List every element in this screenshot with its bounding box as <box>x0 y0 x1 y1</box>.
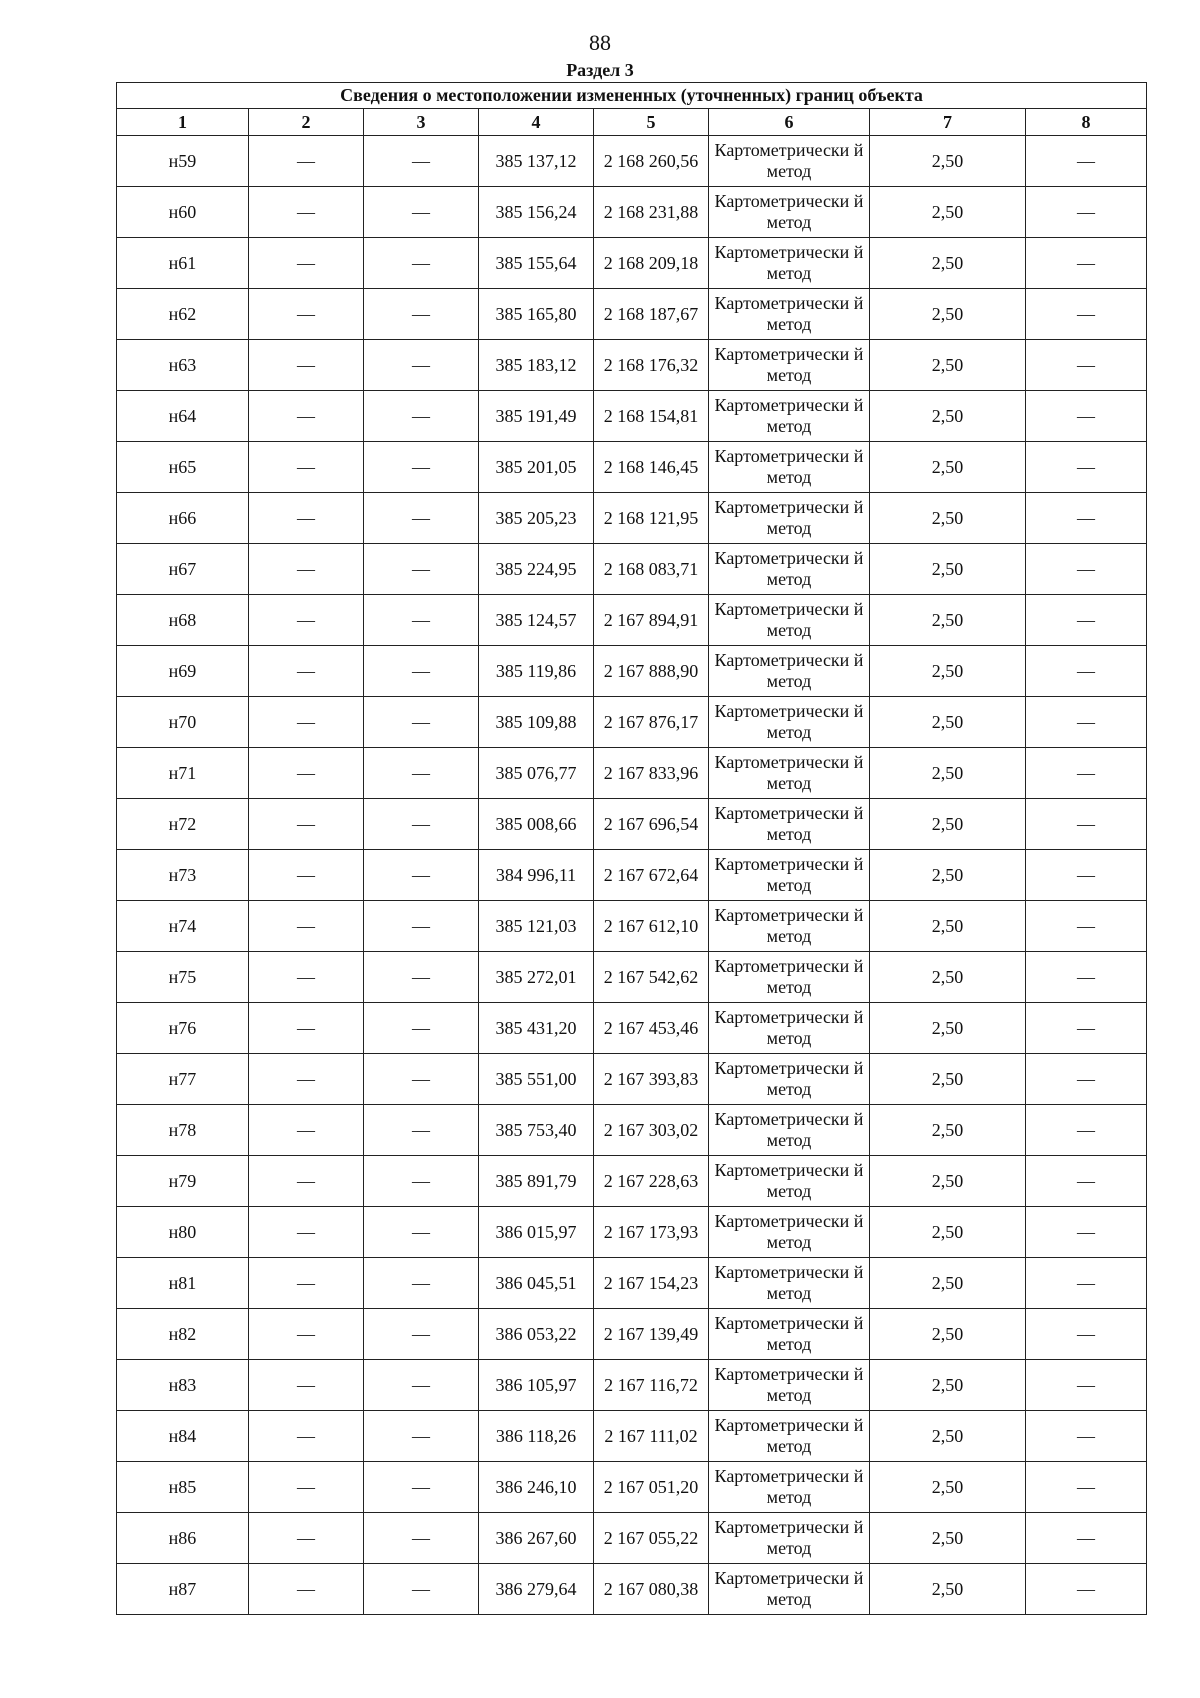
accuracy-cell: 2,50 <box>870 544 1026 595</box>
col8-cell: — <box>1026 1258 1147 1309</box>
accuracy-cell: 2,50 <box>870 1003 1026 1054</box>
y-coordinate-cell: 2 167 453,46 <box>594 1003 709 1054</box>
method-cell: Картометрически й метод <box>709 1258 870 1309</box>
col2-cell: — <box>249 799 364 850</box>
table-row <box>117 391 1147 442</box>
accuracy-cell: 2,50 <box>870 901 1026 952</box>
x-coordinate-cell: 386 267,60 <box>479 1513 594 1564</box>
table-row <box>117 1513 1147 1564</box>
col3-cell: — <box>364 1207 479 1258</box>
x-coordinate-cell: 385 205,23 <box>479 493 594 544</box>
point-name-cell: н62 <box>117 289 249 340</box>
col2-cell: — <box>249 901 364 952</box>
col8-cell: — <box>1026 340 1147 391</box>
col8-cell: — <box>1026 289 1147 340</box>
x-coordinate-cell: 386 045,51 <box>479 1258 594 1309</box>
col2-cell: — <box>249 391 364 442</box>
accuracy-cell: 2,50 <box>870 1105 1026 1156</box>
col2-cell: — <box>249 493 364 544</box>
x-coordinate-cell: 385 431,20 <box>479 1003 594 1054</box>
table-row <box>117 289 1147 340</box>
accuracy-cell: 2,50 <box>870 595 1026 646</box>
y-coordinate-cell: 2 167 393,83 <box>594 1054 709 1105</box>
col3-cell: — <box>364 748 479 799</box>
col3-cell: — <box>364 544 479 595</box>
x-coordinate-cell: 385 121,03 <box>479 901 594 952</box>
method-cell: Картометрически й метод <box>709 1462 870 1513</box>
col3-cell: — <box>364 1564 479 1615</box>
page-number: 88 <box>589 30 611 55</box>
y-coordinate-cell: 2 168 187,67 <box>594 289 709 340</box>
table-row <box>117 850 1147 901</box>
y-coordinate-cell: 2 167 080,38 <box>594 1564 709 1615</box>
method-cell: Картометрически й метод <box>709 289 870 340</box>
point-name-cell: н84 <box>117 1411 249 1462</box>
column-number: 6 <box>709 109 870 136</box>
method-cell: Картометрически й метод <box>709 1156 870 1207</box>
table-row <box>117 595 1147 646</box>
accuracy-cell: 2,50 <box>870 1258 1026 1309</box>
col8-cell: — <box>1026 595 1147 646</box>
method-cell: Картометрически й метод <box>709 1564 870 1615</box>
table-row <box>117 238 1147 289</box>
x-coordinate-cell: 386 246,10 <box>479 1462 594 1513</box>
col8-cell: — <box>1026 1462 1147 1513</box>
col2-cell: — <box>249 646 364 697</box>
x-coordinate-cell: 385 551,00 <box>479 1054 594 1105</box>
table-row <box>117 1207 1147 1258</box>
col8-cell: — <box>1026 1564 1147 1615</box>
y-coordinate-cell: 2 167 154,23 <box>594 1258 709 1309</box>
col8-cell: — <box>1026 952 1147 1003</box>
point-name-cell: н78 <box>117 1105 249 1156</box>
method-cell: Картометрически й метод <box>709 952 870 1003</box>
point-name-cell: н87 <box>117 1564 249 1615</box>
x-coordinate-cell: 386 279,64 <box>479 1564 594 1615</box>
y-coordinate-cell: 2 168 231,88 <box>594 187 709 238</box>
x-coordinate-cell: 384 996,11 <box>479 850 594 901</box>
col2-cell: — <box>249 289 364 340</box>
col3-cell: — <box>364 799 479 850</box>
col3-cell: — <box>364 340 479 391</box>
col8-cell: — <box>1026 1411 1147 1462</box>
col8-cell: — <box>1026 901 1147 952</box>
col3-cell: — <box>364 1054 479 1105</box>
col8-cell: — <box>1026 442 1147 493</box>
col2-cell: — <box>249 1309 364 1360</box>
method-cell: Картометрически й метод <box>709 646 870 697</box>
accuracy-cell: 2,50 <box>870 289 1026 340</box>
col8-cell: — <box>1026 1360 1147 1411</box>
col8-cell: — <box>1026 1207 1147 1258</box>
x-coordinate-cell: 385 156,24 <box>479 187 594 238</box>
col3-cell: — <box>364 1411 479 1462</box>
method-cell: Картометрически й метод <box>709 544 870 595</box>
col3-cell: — <box>364 289 479 340</box>
y-coordinate-cell: 2 167 055,22 <box>594 1513 709 1564</box>
x-coordinate-cell: 385 076,77 <box>479 748 594 799</box>
accuracy-cell: 2,50 <box>870 850 1026 901</box>
accuracy-cell: 2,50 <box>870 1411 1026 1462</box>
table-row <box>117 1564 1147 1615</box>
table-row <box>117 901 1147 952</box>
col8-cell: — <box>1026 799 1147 850</box>
point-name-cell: н67 <box>117 544 249 595</box>
col3-cell: — <box>364 1360 479 1411</box>
col2-cell: — <box>249 595 364 646</box>
y-coordinate-cell: 2 167 051,20 <box>594 1462 709 1513</box>
col8-cell: — <box>1026 1156 1147 1207</box>
y-coordinate-cell: 2 167 612,10 <box>594 901 709 952</box>
accuracy-cell: 2,50 <box>870 340 1026 391</box>
y-coordinate-cell: 2 167 696,54 <box>594 799 709 850</box>
point-name-cell: н76 <box>117 1003 249 1054</box>
y-coordinate-cell: 2 168 146,45 <box>594 442 709 493</box>
y-coordinate-cell: 2 167 111,02 <box>594 1411 709 1462</box>
y-coordinate-cell: 2 167 116,72 <box>594 1360 709 1411</box>
point-name-cell: н72 <box>117 799 249 850</box>
x-coordinate-cell: 385 891,79 <box>479 1156 594 1207</box>
column-number: 5 <box>594 109 709 136</box>
col3-cell: — <box>364 901 479 952</box>
method-cell: Картометрически й метод <box>709 799 870 850</box>
column-number: 3 <box>364 109 479 136</box>
col3-cell: — <box>364 952 479 1003</box>
method-cell: Картометрически й метод <box>709 1411 870 1462</box>
point-name-cell: н80 <box>117 1207 249 1258</box>
column-number: 4 <box>479 109 594 136</box>
x-coordinate-cell: 386 053,22 <box>479 1309 594 1360</box>
table-body <box>117 136 1147 1615</box>
y-coordinate-cell: 2 167 833,96 <box>594 748 709 799</box>
point-name-cell: н64 <box>117 391 249 442</box>
col2-cell: — <box>249 1003 364 1054</box>
point-name-cell: н77 <box>117 1054 249 1105</box>
table-row <box>117 1411 1147 1462</box>
table-row <box>117 1309 1147 1360</box>
y-coordinate-cell: 2 168 154,81 <box>594 391 709 442</box>
col8-cell: — <box>1026 697 1147 748</box>
section-title: Раздел 3 <box>566 60 634 80</box>
accuracy-cell: 2,50 <box>870 1207 1026 1258</box>
table-row <box>117 1360 1147 1411</box>
point-name-cell: н59 <box>117 136 249 187</box>
method-cell: Картометрически й метод <box>709 493 870 544</box>
column-number: 7 <box>870 109 1026 136</box>
col3-cell: — <box>364 1462 479 1513</box>
table-row <box>117 1105 1147 1156</box>
method-cell: Картометрически й метод <box>709 238 870 289</box>
col3-cell: — <box>364 1513 479 1564</box>
col2-cell: — <box>249 1207 364 1258</box>
x-coordinate-cell: 386 118,26 <box>479 1411 594 1462</box>
point-name-cell: н69 <box>117 646 249 697</box>
point-name-cell: н71 <box>117 748 249 799</box>
col8-cell: — <box>1026 238 1147 289</box>
accuracy-cell: 2,50 <box>870 136 1026 187</box>
accuracy-cell: 2,50 <box>870 1462 1026 1513</box>
col8-cell: — <box>1026 850 1147 901</box>
col8-cell: — <box>1026 544 1147 595</box>
y-coordinate-cell: 2 167 303,02 <box>594 1105 709 1156</box>
accuracy-cell: 2,50 <box>870 391 1026 442</box>
col2-cell: — <box>249 1513 364 1564</box>
method-cell: Картометрически й метод <box>709 391 870 442</box>
col2-cell: — <box>249 850 364 901</box>
col3-cell: — <box>364 697 479 748</box>
accuracy-cell: 2,50 <box>870 799 1026 850</box>
method-cell: Картометрически й метод <box>709 1054 870 1105</box>
table-row <box>117 187 1147 238</box>
point-name-cell: н73 <box>117 850 249 901</box>
method-cell: Картометрически й метод <box>709 187 870 238</box>
table-row <box>117 340 1147 391</box>
point-name-cell: н70 <box>117 697 249 748</box>
point-name-cell: н68 <box>117 595 249 646</box>
col3-cell: — <box>364 1258 479 1309</box>
x-coordinate-cell: 385 109,88 <box>479 697 594 748</box>
column-number: 2 <box>249 109 364 136</box>
col3-cell: — <box>364 595 479 646</box>
table-row <box>117 1003 1147 1054</box>
x-coordinate-cell: 385 137,12 <box>479 136 594 187</box>
method-cell: Картометрически й метод <box>709 1309 870 1360</box>
x-coordinate-cell: 385 201,05 <box>479 442 594 493</box>
method-cell: Картометрически й метод <box>709 1360 870 1411</box>
accuracy-cell: 2,50 <box>870 952 1026 1003</box>
y-coordinate-cell: 2 167 542,62 <box>594 952 709 1003</box>
point-name-cell: н86 <box>117 1513 249 1564</box>
method-cell: Картометрически й метод <box>709 1207 870 1258</box>
accuracy-cell: 2,50 <box>870 646 1026 697</box>
method-cell: Картометрически й метод <box>709 595 870 646</box>
col3-cell: — <box>364 238 479 289</box>
table-row <box>117 952 1147 1003</box>
accuracy-cell: 2,50 <box>870 1360 1026 1411</box>
col2-cell: — <box>249 697 364 748</box>
table-row <box>117 1462 1147 1513</box>
table-row <box>117 646 1147 697</box>
y-coordinate-cell: 2 168 209,18 <box>594 238 709 289</box>
point-name-cell: н63 <box>117 340 249 391</box>
y-coordinate-cell: 2 168 260,56 <box>594 136 709 187</box>
point-name-cell: н65 <box>117 442 249 493</box>
table-row <box>117 748 1147 799</box>
column-number: 8 <box>1026 109 1147 136</box>
col8-cell: — <box>1026 187 1147 238</box>
accuracy-cell: 2,50 <box>870 442 1026 493</box>
col3-cell: — <box>364 850 479 901</box>
point-name-cell: н81 <box>117 1258 249 1309</box>
method-cell: Картометрически й метод <box>709 1003 870 1054</box>
col8-cell: — <box>1026 493 1147 544</box>
table-row <box>117 544 1147 595</box>
col3-cell: — <box>364 1309 479 1360</box>
col8-cell: — <box>1026 1309 1147 1360</box>
point-name-cell: н75 <box>117 952 249 1003</box>
col8-cell: — <box>1026 1513 1147 1564</box>
x-coordinate-cell: 386 015,97 <box>479 1207 594 1258</box>
x-coordinate-cell: 386 105,97 <box>479 1360 594 1411</box>
table-row <box>117 799 1147 850</box>
col3-cell: — <box>364 1105 479 1156</box>
col2-cell: — <box>249 340 364 391</box>
x-coordinate-cell: 385 753,40 <box>479 1105 594 1156</box>
col8-cell: — <box>1026 1105 1147 1156</box>
x-coordinate-cell: 385 183,12 <box>479 340 594 391</box>
col3-cell: — <box>364 442 479 493</box>
col2-cell: — <box>249 442 364 493</box>
point-name-cell: н85 <box>117 1462 249 1513</box>
method-cell: Картометрически й метод <box>709 1513 870 1564</box>
col3-cell: — <box>364 136 479 187</box>
method-cell: Картометрически й метод <box>709 442 870 493</box>
col3-cell: — <box>364 391 479 442</box>
col2-cell: — <box>249 748 364 799</box>
table-row <box>117 697 1147 748</box>
method-cell: Картометрически й метод <box>709 340 870 391</box>
col2-cell: — <box>249 952 364 1003</box>
col2-cell: — <box>249 136 364 187</box>
y-coordinate-cell: 2 168 121,95 <box>594 493 709 544</box>
accuracy-cell: 2,50 <box>870 493 1026 544</box>
x-coordinate-cell: 385 224,95 <box>479 544 594 595</box>
y-coordinate-cell: 2 168 083,71 <box>594 544 709 595</box>
method-cell: Картометрически й метод <box>709 901 870 952</box>
col3-cell: — <box>364 187 479 238</box>
col2-cell: — <box>249 1054 364 1105</box>
table-row <box>117 493 1147 544</box>
coordinates-table <box>116 82 1147 1615</box>
accuracy-cell: 2,50 <box>870 187 1026 238</box>
x-coordinate-cell: 385 191,49 <box>479 391 594 442</box>
col8-cell: — <box>1026 1054 1147 1105</box>
accuracy-cell: 2,50 <box>870 1054 1026 1105</box>
y-coordinate-cell: 2 167 228,63 <box>594 1156 709 1207</box>
accuracy-cell: 2,50 <box>870 1156 1026 1207</box>
table-row <box>117 1258 1147 1309</box>
x-coordinate-cell: 385 119,86 <box>479 646 594 697</box>
table-row <box>117 1054 1147 1105</box>
point-name-cell: н83 <box>117 1360 249 1411</box>
y-coordinate-cell: 2 167 173,93 <box>594 1207 709 1258</box>
point-name-cell: н74 <box>117 901 249 952</box>
y-coordinate-cell: 2 167 672,64 <box>594 850 709 901</box>
x-coordinate-cell: 385 124,57 <box>479 595 594 646</box>
col8-cell: — <box>1026 391 1147 442</box>
col8-cell: — <box>1026 1003 1147 1054</box>
x-coordinate-cell: 385 272,01 <box>479 952 594 1003</box>
method-cell: Картометрически й метод <box>709 136 870 187</box>
x-coordinate-cell: 385 165,80 <box>479 289 594 340</box>
accuracy-cell: 2,50 <box>870 238 1026 289</box>
accuracy-cell: 2,50 <box>870 1564 1026 1615</box>
col2-cell: — <box>249 1258 364 1309</box>
col2-cell: — <box>249 544 364 595</box>
point-name-cell: н66 <box>117 493 249 544</box>
table-row <box>117 442 1147 493</box>
column-number-row <box>117 109 1147 136</box>
col2-cell: — <box>249 1156 364 1207</box>
col2-cell: — <box>249 1360 364 1411</box>
col2-cell: — <box>249 1411 364 1462</box>
col2-cell: — <box>249 238 364 289</box>
y-coordinate-cell: 2 167 888,90 <box>594 646 709 697</box>
table-row <box>117 1156 1147 1207</box>
col3-cell: — <box>364 1003 479 1054</box>
point-name-cell: н79 <box>117 1156 249 1207</box>
col8-cell: — <box>1026 646 1147 697</box>
col8-cell: — <box>1026 748 1147 799</box>
x-coordinate-cell: 385 008,66 <box>479 799 594 850</box>
col2-cell: — <box>249 1564 364 1615</box>
col8-cell: — <box>1026 136 1147 187</box>
method-cell: Картометрически й метод <box>709 748 870 799</box>
col3-cell: — <box>364 1156 479 1207</box>
col3-cell: — <box>364 493 479 544</box>
point-name-cell: н61 <box>117 238 249 289</box>
column-number: 1 <box>117 109 249 136</box>
col3-cell: — <box>364 646 479 697</box>
table-caption: Сведения о местоположении измененных (уточненных) границ объекта <box>117 83 1147 109</box>
accuracy-cell: 2,50 <box>870 697 1026 748</box>
col2-cell: — <box>249 187 364 238</box>
col2-cell: — <box>249 1462 364 1513</box>
y-coordinate-cell: 2 167 894,91 <box>594 595 709 646</box>
table-caption-row <box>117 83 1147 109</box>
x-coordinate-cell: 385 155,64 <box>479 238 594 289</box>
y-coordinate-cell: 2 167 139,49 <box>594 1309 709 1360</box>
accuracy-cell: 2,50 <box>870 748 1026 799</box>
method-cell: Картометрически й метод <box>709 1105 870 1156</box>
y-coordinate-cell: 2 167 876,17 <box>594 697 709 748</box>
accuracy-cell: 2,50 <box>870 1309 1026 1360</box>
col2-cell: — <box>249 1105 364 1156</box>
point-name-cell: н60 <box>117 187 249 238</box>
accuracy-cell: 2,50 <box>870 1513 1026 1564</box>
y-coordinate-cell: 2 168 176,32 <box>594 340 709 391</box>
table-row <box>117 136 1147 187</box>
method-cell: Картометрически й метод <box>709 850 870 901</box>
method-cell: Картометрически й метод <box>709 697 870 748</box>
point-name-cell: н82 <box>117 1309 249 1360</box>
